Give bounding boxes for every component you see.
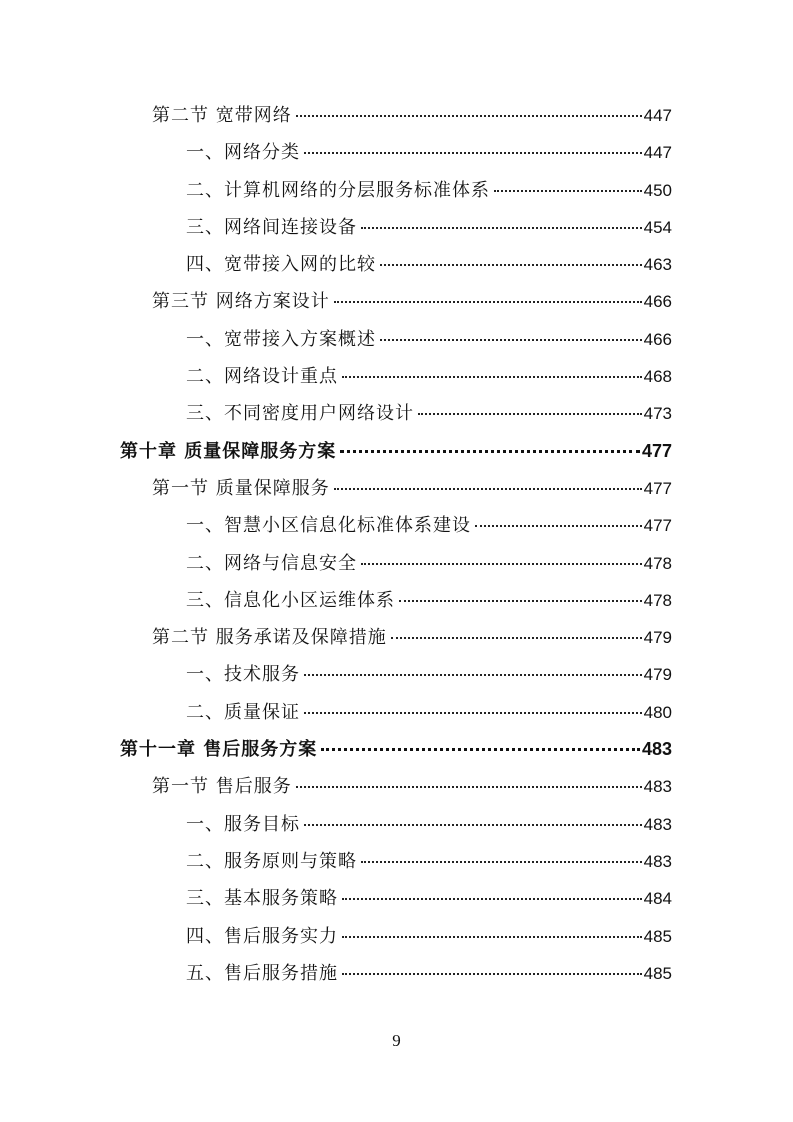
toc-page-number: 454 <box>643 217 672 237</box>
toc-leader-dots <box>296 786 642 788</box>
toc-title: 三、不同密度用户网络设计 <box>186 403 414 425</box>
toc-row[interactable] <box>0 250 672 287</box>
toc-title: 四、售后服务实力 <box>186 925 338 947</box>
toc-row[interactable] <box>0 959 672 996</box>
toc-page-number: 466 <box>643 329 672 349</box>
toc-title: 一、服务目标 <box>186 813 300 835</box>
toc-title: 第一节 质量保障服务 <box>152 477 330 499</box>
toc-page-number: 477 <box>643 516 672 536</box>
toc-leader-dots <box>475 525 642 527</box>
toc-row[interactable] <box>0 623 672 660</box>
toc-page-number: 473 <box>643 404 672 424</box>
toc-chapter-row[interactable] <box>0 735 672 772</box>
table-of-contents <box>0 101 793 996</box>
toc-leader-dots <box>334 301 642 303</box>
toc-page-number: 480 <box>643 702 672 722</box>
toc-leader-dots <box>399 600 642 602</box>
toc-leader-dots <box>340 450 640 453</box>
toc-leader-dots <box>361 861 642 863</box>
toc-title: 第二节 宽带网络 <box>152 105 292 126</box>
toc-row[interactable] <box>0 660 672 697</box>
toc-leader-dots <box>361 563 642 565</box>
toc-row[interactable] <box>0 213 672 250</box>
toc-leader-dots <box>304 824 642 826</box>
toc-row[interactable] <box>0 287 672 324</box>
toc-row[interactable] <box>0 884 672 921</box>
toc-row[interactable] <box>0 399 672 436</box>
toc-title: 二、计算机网络的分层服务标准体系 <box>186 179 490 201</box>
toc-page-number: 447 <box>643 143 672 163</box>
toc-page-number: 479 <box>643 628 672 648</box>
toc-chapter-title: 第十章 质量保障服务方案 <box>120 440 337 462</box>
toc-title: 二、质量保证 <box>186 701 300 723</box>
toc-page-number: 477 <box>641 440 672 461</box>
toc-leader-dots <box>361 227 642 229</box>
toc-leader-dots <box>380 264 642 266</box>
toc-leader-dots <box>304 152 642 154</box>
toc-page-number: 483 <box>643 851 672 871</box>
toc-row[interactable] <box>0 138 672 175</box>
toc-row[interactable] <box>0 176 672 213</box>
toc-title: 二、网络与信息安全 <box>186 552 357 574</box>
toc-page-number: 463 <box>643 255 672 275</box>
toc-row[interactable] <box>0 101 672 138</box>
toc-row[interactable] <box>0 511 672 548</box>
toc-row[interactable] <box>0 847 672 884</box>
toc-leader-dots <box>334 488 642 490</box>
toc-page-number: 478 <box>643 553 672 573</box>
toc-row[interactable] <box>0 362 672 399</box>
toc-leader-dots <box>304 712 642 714</box>
toc-title: 三、信息化小区运维体系 <box>186 589 395 611</box>
toc-page-number: 484 <box>643 889 672 909</box>
toc-chapter-row[interactable] <box>0 437 672 474</box>
toc-title: 五、售后服务措施 <box>186 962 338 984</box>
toc-row[interactable] <box>0 810 672 847</box>
toc-row[interactable] <box>0 922 672 959</box>
toc-title: 第一节 售后服务 <box>152 776 292 798</box>
toc-page-number: 485 <box>643 963 672 983</box>
toc-page-number: 450 <box>643 180 672 200</box>
toc-row[interactable] <box>0 549 672 586</box>
toc-page-number: 483 <box>643 814 672 834</box>
toc-title: 一、智慧小区信息化标准体系建设 <box>186 515 471 537</box>
toc-title: 三、网络间连接设备 <box>186 216 357 238</box>
toc-leader-dots <box>296 115 642 117</box>
toc-page-number: 447 <box>643 106 672 125</box>
toc-title: 第三节 网络方案设计 <box>152 291 330 313</box>
toc-leader-dots <box>342 376 642 378</box>
toc-page-number: 468 <box>643 367 672 387</box>
toc-title: 第二节 服务承诺及保障措施 <box>152 627 387 649</box>
toc-leader-dots <box>342 898 642 900</box>
toc-leader-dots <box>380 339 642 341</box>
toc-title: 一、网络分类 <box>186 142 300 164</box>
toc-title: 一、技术服务 <box>186 664 300 686</box>
toc-row[interactable] <box>0 772 672 809</box>
toc-chapter-title: 第十一章 售后服务方案 <box>120 739 318 761</box>
toc-leader-dots <box>321 748 640 751</box>
toc-title: 四、宽带接入网的比较 <box>186 254 376 276</box>
toc-title: 二、服务原则与策略 <box>186 850 357 872</box>
toc-leader-dots <box>342 973 642 975</box>
toc-title: 二、网络设计重点 <box>186 366 338 388</box>
toc-page-number: 479 <box>643 665 672 685</box>
toc-page-number: 483 <box>643 777 672 797</box>
toc-title: 一、宽带接入方案概述 <box>186 328 376 350</box>
toc-leader-dots <box>391 637 642 639</box>
toc-page-number: 466 <box>643 292 672 312</box>
page-number: 9 <box>392 1031 401 1050</box>
toc-page-number: 477 <box>643 478 672 498</box>
toc-row[interactable] <box>0 586 672 623</box>
toc-leader-dots <box>418 413 642 415</box>
toc-row[interactable] <box>0 698 672 735</box>
toc-row[interactable] <box>0 474 672 511</box>
toc-page-number: 485 <box>643 926 672 946</box>
toc-leader-dots <box>342 936 642 938</box>
toc-page-number: 478 <box>643 590 672 610</box>
toc-leader-dots <box>304 674 642 676</box>
toc-row[interactable] <box>0 325 672 362</box>
toc-leader-dots <box>494 190 642 192</box>
toc-page-number: 483 <box>641 739 672 760</box>
toc-title: 三、基本服务策略 <box>186 888 338 910</box>
